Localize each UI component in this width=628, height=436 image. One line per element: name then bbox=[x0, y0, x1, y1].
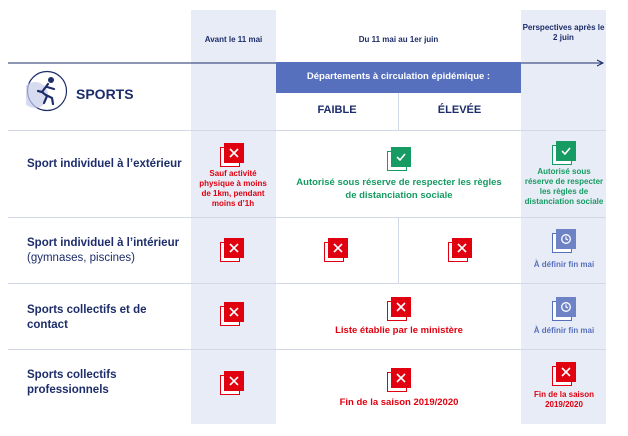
column-header-after: Perspectives après le 2 juin bbox=[522, 23, 605, 42]
clock-icon bbox=[556, 297, 576, 317]
row-label-indoor bbox=[27, 236, 192, 266]
column-header-before: Avant le 11 mai bbox=[204, 35, 263, 44]
before-note-outdoor: Sauf activité physique à moins de 1km, pendant moins d’1h bbox=[199, 169, 267, 208]
clock-icon bbox=[556, 229, 576, 249]
row-label-professional: Sports collectifs professionnels bbox=[27, 369, 117, 396]
row-separator bbox=[8, 217, 606, 218]
row-label-indoor-sub: (gymnases, piscines) bbox=[27, 252, 136, 264]
section-title: SPORTS bbox=[76, 86, 134, 102]
after-note-indoor: À définir fin mai bbox=[533, 260, 595, 269]
level-divider-row2 bbox=[398, 218, 399, 283]
during-note-outdoor: Autorisé sous réserve de respecter les règles de distanciation sociale bbox=[296, 177, 502, 201]
timeline-arrow bbox=[8, 54, 608, 62]
runner-icon bbox=[26, 70, 68, 112]
after-note-team-contact: À définir fin mai bbox=[533, 326, 595, 335]
row-separator bbox=[8, 130, 606, 131]
cross-icon bbox=[391, 368, 411, 388]
after-note-outdoor: Autorisé sous réserve de respecter les règles de distanciation sociale bbox=[524, 167, 604, 206]
cross-icon bbox=[452, 238, 472, 258]
after-note-professional: Fin de la saison 2019/2020 bbox=[533, 390, 594, 409]
during-note-team-contact: Liste établie par le ministère bbox=[335, 325, 463, 336]
during-note-professional: Fin de la saison 2019/2020 bbox=[339, 397, 459, 408]
check-icon bbox=[556, 141, 576, 161]
row-label-indoor-main: Sport individuel à l’intérieur bbox=[27, 237, 180, 249]
cross-icon bbox=[391, 297, 411, 317]
level-divider-header bbox=[398, 93, 399, 130]
cross-icon bbox=[224, 371, 244, 391]
cross-icon bbox=[224, 238, 244, 258]
cross-icon bbox=[556, 362, 576, 382]
cross-icon bbox=[328, 238, 348, 258]
row-separator bbox=[8, 283, 606, 284]
cross-icon bbox=[224, 302, 244, 322]
row-separator bbox=[8, 349, 606, 350]
row-label-outdoor: Sport individuel à l’extérieur bbox=[27, 158, 182, 170]
level-high-label: ÉLEVÉE bbox=[437, 104, 482, 116]
departments-label: Départements à circulation épidémique : bbox=[306, 71, 491, 82]
column-header-during: Du 11 mai au 1er juin bbox=[358, 35, 439, 44]
level-low-label: FAIBLE bbox=[317, 104, 357, 116]
check-icon bbox=[391, 147, 411, 167]
cross-icon bbox=[224, 143, 244, 163]
row-label-team-contact: Sports collectifs et de contact bbox=[27, 304, 147, 331]
